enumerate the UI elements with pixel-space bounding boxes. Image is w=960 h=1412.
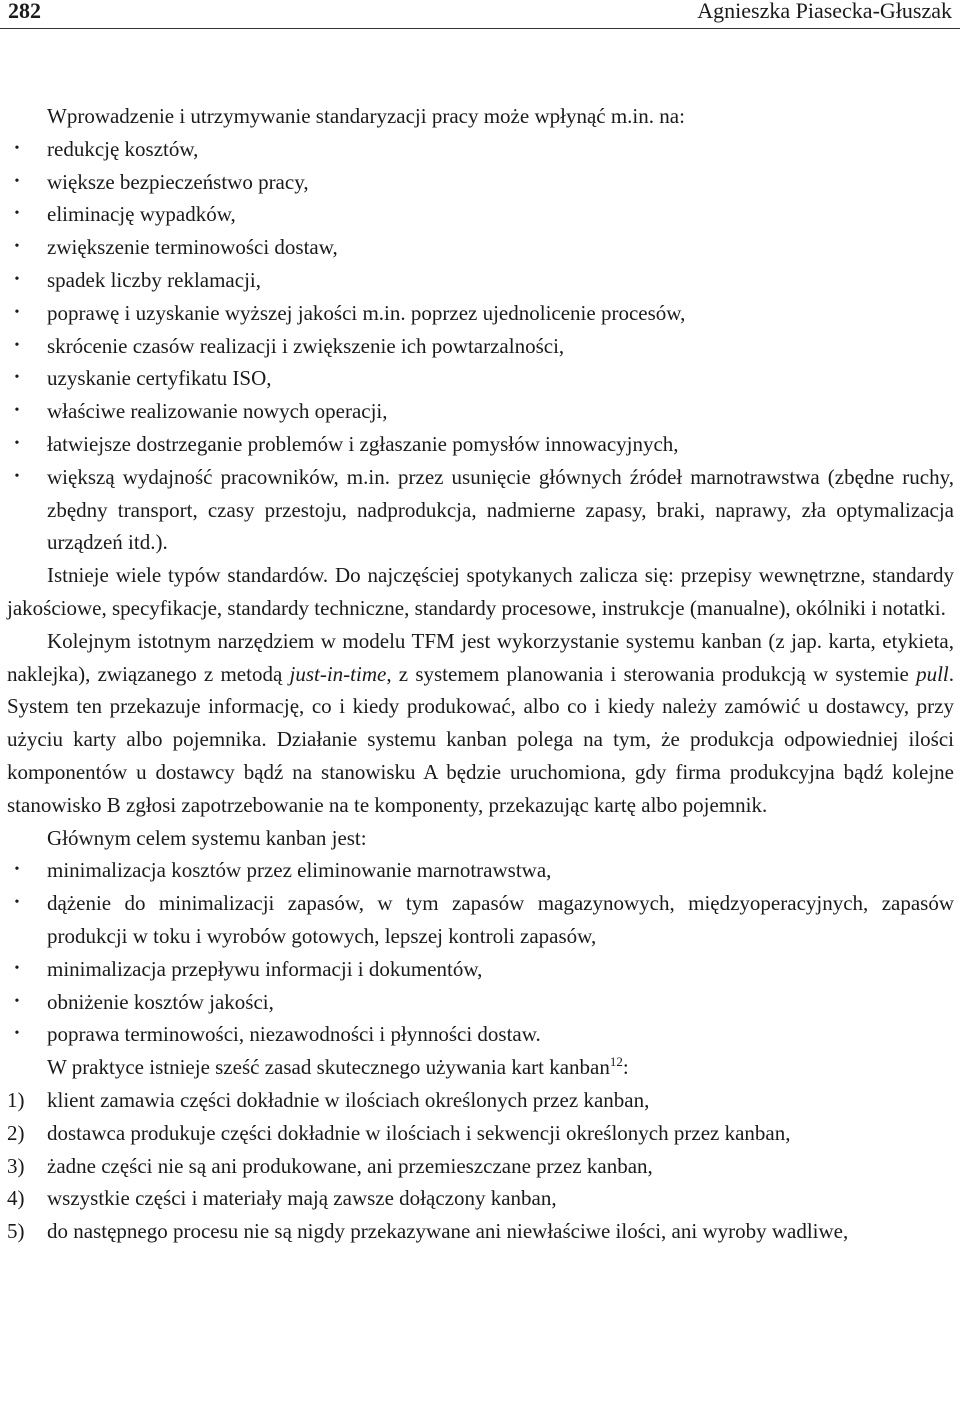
list-item-text: większą wydajność pracowników, m.in. przez usunięcie głównych źródeł marnotrawstwa (zbędne ruchy, zbędny transport, czasy przestoju, nadprodukcja, nadmierne zapasy, braki, naprawy, zła optymalizacja urządzeń itd.).: [47, 464, 954, 555]
kanban-paragraph: [7, 625, 954, 822]
bullet-icon: •: [14, 271, 20, 287]
list-item: [7, 133, 954, 166]
bullet-icon: •: [14, 403, 20, 419]
kanban-text-part2: , z systemem planowania i sterowania produkcją w systemie: [386, 661, 917, 686]
rules-list: [7, 1084, 954, 1248]
list-item-text: większe bezpieczeństwo pracy,: [47, 169, 309, 194]
list-item: [7, 953, 954, 986]
page-number: 282: [8, 0, 41, 23]
bullet-icon: •: [14, 140, 20, 156]
standards-paragraph: Istnieje wiele typów standardów. Do najczęściej spotykanych zalicza się: przepisy wewnętrzne, standardy jakościowe, specyfikacje, standardy techniczne, standardy procesowe, instrukcje (manualne), okólniki i notatki.: [7, 563, 954, 620]
list-item-text: obniżenie kosztów jakości,: [47, 989, 274, 1014]
bullet-icon: •: [14, 993, 20, 1009]
list-item: [7, 198, 954, 231]
list-item: [7, 362, 954, 395]
page-header: [0, 0, 960, 29]
kanban-text-part3: . System ten przekazuje informację, co i kiedy produkować, albo co i kiedy należy zamówić u dostawcy, przy użyciu karty albo pojemnika. Działanie systemu kanban polega na tym, że produkcja odpowiedniej ilości komponentów u dostawcy bądź na stanowisku A będzie uruchomiona, gdy firma produkcyjna bądź kolejne stanowisko B zgłosi zapotrzebowanie na te komponenty, przekazując kartę albo pojemnik.: [7, 661, 954, 817]
goals-list: [7, 854, 954, 1051]
list-item-text: poprawę i uzyskanie wyższej jakości m.in. poprzez ujednolicenie procesów,: [47, 300, 686, 325]
list-item-text: łatwiejsze dostrzeganie problemów i zgłaszanie pomysłów innowacyjnych,: [47, 431, 679, 456]
list-item-text: poprawa terminowości, niezawodności i płynności dostaw.: [47, 1022, 541, 1047]
bullet-icon: •: [14, 862, 20, 878]
list-item-text: wszystkie części i materiały mają zawsze dołączony kanban,: [47, 1186, 557, 1211]
kanban-text-part1: Kolejnym istotnym narzędziem w modelu TFM jest wykorzystanie systemu kanban (z jap. karta, etykieta, naklejka), związanego z metodą: [7, 628, 954, 686]
list-item-text: klient zamawia części dokładnie w ilościach określonych przez kanban,: [47, 1087, 650, 1112]
bullet-icon: •: [14, 960, 20, 976]
bullet-icon: •: [14, 435, 20, 451]
list-number: 3): [7, 1153, 25, 1178]
bullet-icon: •: [14, 1026, 20, 1042]
benefits-list: [7, 133, 954, 559]
list-item: [7, 1215, 954, 1248]
list-number: 1): [7, 1087, 25, 1112]
list-item: [7, 231, 954, 264]
rules-intro-colon: :: [622, 1055, 629, 1080]
bullet-icon: •: [14, 239, 20, 255]
list-item: [7, 887, 954, 953]
footnote-marker[interactable]: 12: [609, 1054, 623, 1070]
rules-intro: [7, 1051, 954, 1084]
list-item: [7, 264, 954, 297]
list-item-text: minimalizacja przepływu informacji i dokumentów,: [47, 956, 483, 981]
list-item-text: do następnego procesu nie są nigdy przekazywane ani niewłaściwe ilości, ani wyroby wadliwe,: [47, 1219, 849, 1244]
list-item: [7, 1018, 954, 1051]
list-item: [7, 1117, 954, 1150]
bullet-icon: •: [14, 895, 20, 911]
list-item-text: żadne części nie są ani produkowane, ani przemieszczane przez kanban,: [47, 1153, 653, 1178]
list-item-text: minimalizacja kosztów przez eliminowanie marnotrawstwa,: [47, 858, 552, 883]
list-item: [7, 297, 954, 330]
list-number: 4): [7, 1186, 25, 1211]
list-item-text: skrócenie czasów realizacji i zwiększenie ich powtarzalności,: [47, 333, 565, 358]
list-item: [7, 428, 954, 461]
bullet-icon: •: [14, 370, 20, 386]
list-item-text: spadek liczby reklamacji,: [47, 267, 261, 292]
bullet-icon: •: [14, 173, 20, 189]
list-item: [7, 395, 954, 428]
list-item: [7, 166, 954, 199]
list-item: [7, 330, 954, 363]
list-item: [7, 1084, 954, 1117]
page-body: [7, 100, 954, 1248]
list-item-text: redukcję kosztów,: [47, 136, 199, 161]
list-item: [7, 854, 954, 887]
list-item-text: właściwe realizowanie nowych operacji,: [47, 399, 388, 424]
list-number: 2): [7, 1120, 25, 1145]
rules-intro-text: W praktyce istnieje sześć zasad skutecznego używania kart kanban: [47, 1055, 610, 1080]
list-item: [7, 986, 954, 1019]
list-item-text: dostawca produkuje części dokładnie w ilościach i sekwencji określonych przez kanban,: [47, 1120, 791, 1145]
list-item-text: eliminację wypadków,: [47, 202, 236, 227]
list-item-text: uzyskanie certyfikatu ISO,: [47, 366, 272, 391]
kanban-italic-jit: just-in-time: [289, 661, 387, 686]
bullet-icon: •: [14, 337, 20, 353]
list-item: [7, 1182, 954, 1215]
list-item-text: dążenie do minimalizacji zapasów, w tym zapasów magazynowych, międzyoperacyjnych, zapasów produkcji w toku i wyrobów gotowych, lepszej kontroli zapasów,: [47, 891, 954, 948]
bullet-icon: •: [14, 206, 20, 222]
goals-intro: Głównym celem systemu kanban jest:: [47, 825, 367, 850]
list-number: 5): [7, 1219, 25, 1244]
kanban-italic-pull: pull: [916, 661, 949, 686]
bullet-icon: •: [14, 468, 20, 484]
list-item: [7, 1150, 954, 1183]
list-item-text: zwiększenie terminowości dostaw,: [47, 235, 338, 260]
running-head-author: Agnieszka Piasecka-Głuszak: [697, 0, 952, 23]
intro-paragraph: Wprowadzenie i utrzymywanie standaryzacji pracy może wpłynąć m.in. na:: [47, 104, 685, 128]
list-item: [7, 461, 954, 559]
bullet-icon: •: [14, 304, 20, 320]
